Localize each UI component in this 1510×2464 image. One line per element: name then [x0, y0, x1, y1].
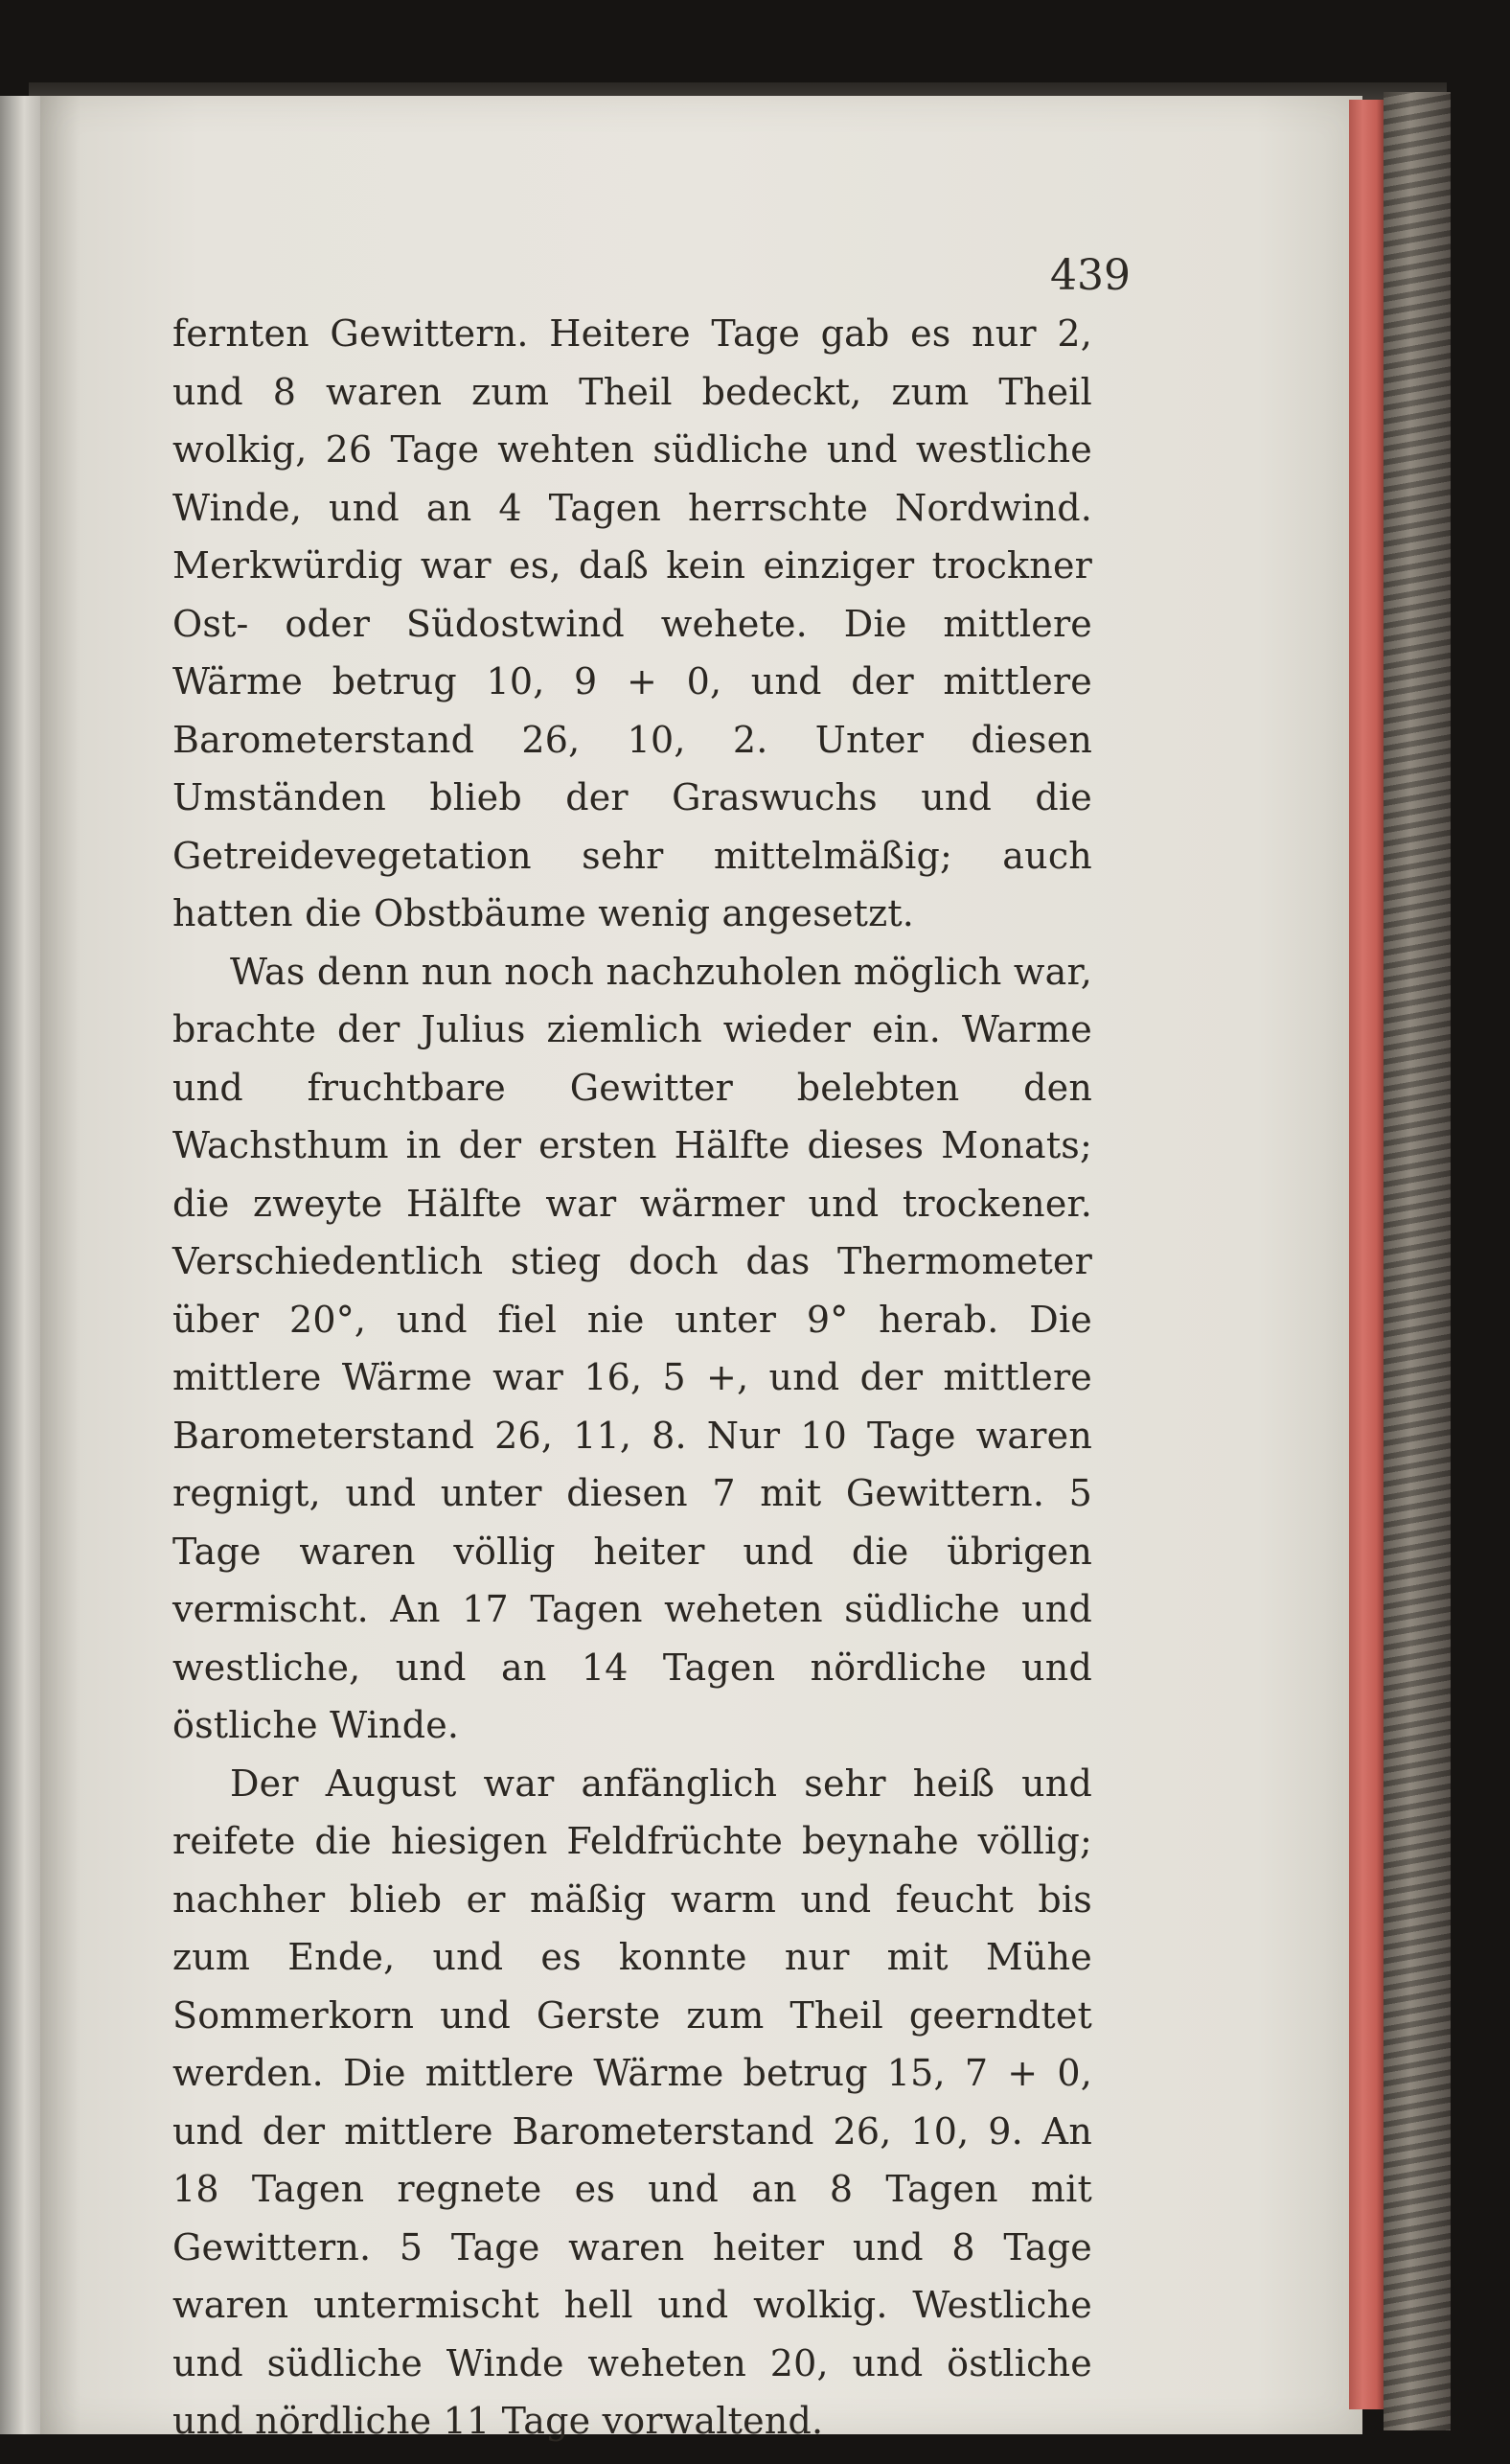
paragraph-2: Was denn nun noch nachzuholen möglich war, brachte der Julius ziemlich wieder ein. Warme und fruchtbare Gewitter belebten den Wachsthum in der ersten Hälfte dieses Monats; die zweyte Hälfte war wärmer und trockener. Verschiedentlich stieg doch das Thermometer über 20°, und fiel nie unter 9° herab. Die mittlere Wärme war 16, 5 +, und der mittlere Barometerstand 26, 11, 8. Nur 10 Tage waren regnigt, und unter diesen 7 mit Gewittern. 5 Tage waren völlig heiter und die übrigen vermischt. An 17 Tagen weheten südliche und westliche, und an 14 Tagen nördliche und östliche Winde. — [172, 950, 1092, 1746]
paragraph-3: Der August war anfänglich sehr heiß und reifete die hiesigen Feldfrüchte beynahe völlig; nachher blieb er mäßig warm und feucht bis zum Ende, und es konnte nur mit Mühe Sommerkorn und Gerste zum Theil geerndtet werden. Die mittlere Wärme betrug 15, 7 + 0, und der mittlere Barometerstand 26, 10, 9. An 18 Tagen regnete es und an 8 Tagen mit Gewittern. 5 Tage waren heiter und 8 Tage waren untermischt hell und wolkig. Westliche und südliche Winde weheten 20, und östliche und nördliche 11 Tage vorwaltend. — [172, 1762, 1092, 2442]
book-cover-edge — [1384, 92, 1451, 2430]
facing-page-edge — [0, 96, 40, 2434]
body-text — [172, 305, 1092, 2451]
paragraph-1: fernten Gewittern. Heitere Tage gab es nur 2, und 8 waren zum Theil bedeckt, zum Theil wolkig, 26 Tage wehten südliche und westliche Winde, und an 4 Tagen herrschte Nordwind. Merkwürdig war es, daß kein einziger trockner Ost- oder Südostwind wehete. Die mittlere Wärme betrug 10, 9 + 0, und der mittlere Barometerstand 26, 10, 2. Unter diesen Umständen blieb der Graswuchs und die Getreidevegetation sehr mittelmäßig; auch hatten die Obstbäume wenig angesetzt. — [172, 312, 1092, 934]
page-number: 439 — [1050, 251, 1131, 300]
red-page-edge — [1349, 100, 1384, 2409]
